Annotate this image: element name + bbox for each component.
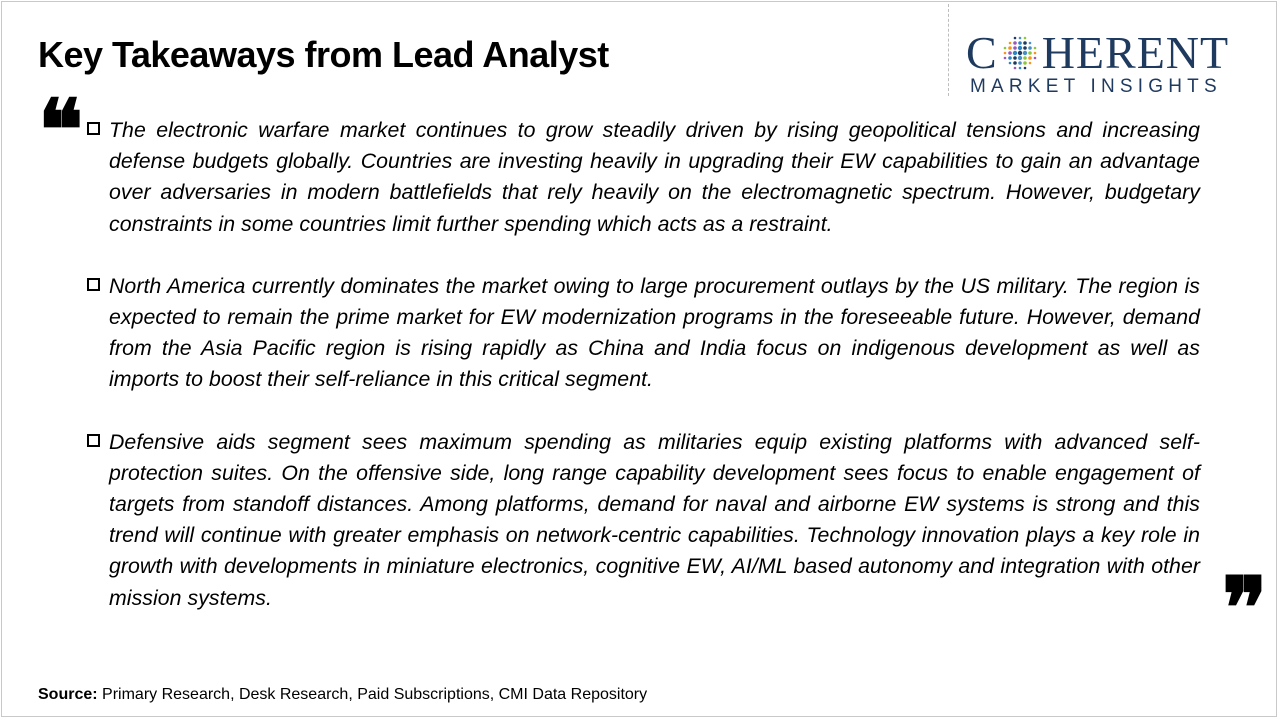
- globe-icon: [1000, 33, 1040, 73]
- globe-dot: [1017, 46, 1021, 50]
- open-quote-icon: ❝: [38, 85, 84, 178]
- source-note: [38, 686, 647, 704]
- list-item: [86, 271, 1200, 396]
- checkbox-bullet-icon: [87, 278, 100, 291]
- globe-dot: [1003, 47, 1006, 50]
- globe-dot: [1013, 37, 1016, 40]
- source-label: Source:: [38, 686, 98, 703]
- globe-dot: [1023, 46, 1027, 50]
- globe-dot: [1028, 56, 1032, 60]
- source-text: Primary Research, Desk Research, Paid Subscriptions, CMI Data Repository: [102, 686, 648, 703]
- globe-dot: [1028, 42, 1031, 45]
- globe-dot: [1033, 57, 1036, 60]
- globe-dot: [1018, 41, 1022, 45]
- globe-dot: [1023, 61, 1027, 65]
- globe-dot: [1008, 51, 1012, 55]
- globe-dot: [1003, 52, 1006, 55]
- bullet-text: The electronic warfare market continues to grow steadily driven by rising geopolitical tensions and increasing defense budgets globally. Countries are investing heavily in upgrading their EW capabilities to gain an advantage over adversaries in modern battlefields that rely heavily on the electromagnetic spectrum. However, budgetary constraints in some countries limit further spending which acts as a restraint.: [109, 118, 1200, 236]
- globe-dot: [1013, 61, 1017, 65]
- company-logo: [966, 28, 1262, 98]
- logo-letters-herent: HERENT: [1041, 27, 1230, 78]
- globe-dot: [1018, 61, 1022, 65]
- globe-dot: [1008, 42, 1011, 45]
- globe-dot: [1022, 51, 1026, 55]
- globe-dot: [1008, 62, 1011, 65]
- globe-dot: [1013, 46, 1017, 50]
- globe-dot: [1013, 67, 1016, 70]
- globe-dot: [1033, 52, 1036, 55]
- globe-dot: [1003, 57, 1006, 60]
- checkbox-bullet-icon: [87, 434, 100, 447]
- bullet-text: Defensive aids segment sees maximum spending as militaries equip existing platforms with advanced self-protection suites. On the offensive side, long range capability development sees focus to enable engagement of targets from standoff distances. Among platforms, demand for naval and airborne EW systems is strong and this trend will continue with greater emphasis on network-centric capabilities. Technology innovation plays a key role in growth with developments in miniature electronics, cognitive EW, AI/ML based autonomy and integration with other mission systems.: [109, 429, 1200, 610]
- logo-letter-c: C: [966, 27, 998, 78]
- page-title: Key Takeaways from Lead Analyst: [38, 34, 609, 75]
- takeaways-list: [86, 115, 1200, 614]
- globe-dot: [1008, 46, 1012, 50]
- globe-dot: [1017, 51, 1021, 55]
- logo-tagline: MARKET INSIGHTS: [970, 76, 1222, 97]
- globe-dot: [1017, 56, 1021, 60]
- globe-dot: [1013, 56, 1017, 60]
- globe-dot: [1033, 47, 1036, 50]
- globe-dot: [1023, 67, 1026, 70]
- globe-dot: [1018, 67, 1021, 70]
- checkbox-bullet-icon: [87, 122, 100, 135]
- globe-dot: [1023, 37, 1026, 40]
- header-divider: [948, 4, 949, 96]
- globe-dot: [1028, 51, 1032, 55]
- globe-dot: [1013, 41, 1017, 45]
- globe-dot: [1028, 62, 1031, 65]
- globe-dot: [1008, 56, 1012, 60]
- list-item: [86, 115, 1200, 240]
- bullet-text: North America currently dominates the market owing to large procurement outlays by the US military. The region is expected to remain the prime market for EW modernization programs in the foreseeable future. However, demand from the Asia Pacific region is rising rapidly as China and India focus on indigenous development as well as imports to boost their self-reliance in this critical segment.: [109, 273, 1200, 392]
- globe-dot: [1012, 51, 1016, 55]
- globe-dot: [1023, 56, 1027, 60]
- globe-dot: [1028, 46, 1032, 50]
- close-quote-icon: ❞: [1222, 563, 1268, 656]
- list-item: [86, 427, 1200, 614]
- globe-dot: [1023, 41, 1027, 45]
- globe-dot: [1018, 37, 1021, 40]
- logo-wordmark: [966, 28, 1229, 78]
